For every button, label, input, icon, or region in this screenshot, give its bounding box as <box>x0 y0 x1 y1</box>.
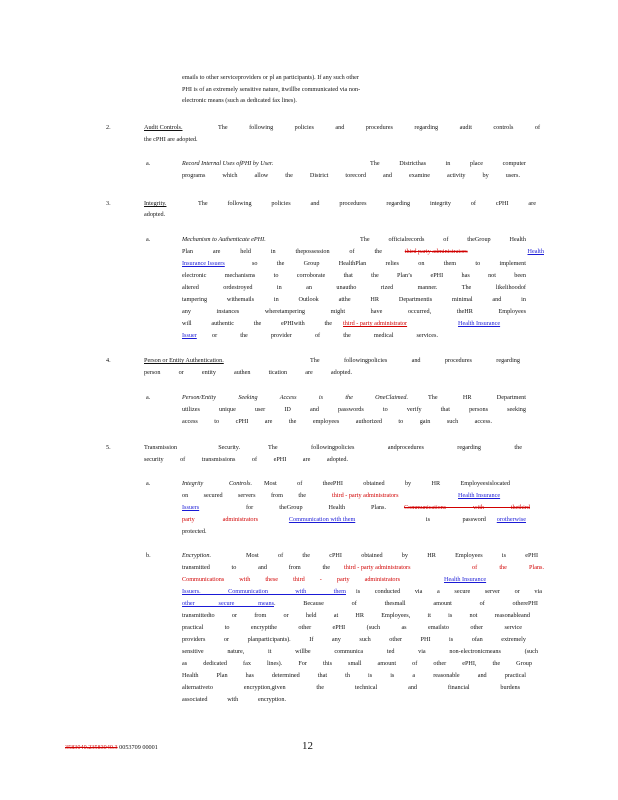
text-run: protected. <box>182 528 207 535</box>
text-line <box>182 504 530 512</box>
text-run: The following policies and procedures regarding audit controls of <box>218 124 540 131</box>
text-run: alternativeto encryption,given the technical and financial burdens <box>182 684 520 691</box>
text-line <box>182 552 538 560</box>
text-line <box>182 564 544 572</box>
text-run: Health Plan has determined that th is is a reasonable and practical <box>182 672 526 679</box>
text-run: The Districthas in place computer <box>370 160 526 167</box>
inserted-text: Health Insurance <box>458 320 501 327</box>
deleted-text: Communications with thethird <box>404 504 530 511</box>
text-line <box>182 320 542 328</box>
text-run: access to cPHI are the employees authorized to gain such access. <box>182 418 492 425</box>
text-line <box>182 624 522 632</box>
text-line <box>182 332 438 340</box>
text-run: the cPHI are adopted. <box>144 136 198 143</box>
page-number: 12 <box>302 740 313 752</box>
text-run: programs which allow the District torecord and examine activity by users. <box>182 172 520 179</box>
section-number: 4. <box>106 357 111 364</box>
inserted-text: Issuer <box>182 332 197 339</box>
text-run: adopted. <box>144 211 166 218</box>
text-run: The followingpolicies and procedures regarding <box>310 357 520 364</box>
text-run: tampering withemails in Outlook atthe HR Departmentis minimal and in <box>182 296 526 303</box>
subsection-title: Mechanism to Authenticate ePHI. <box>182 236 266 243</box>
inserted-text: Issuers <box>182 504 200 511</box>
inserted-text: Health Insurance <box>444 576 487 583</box>
inserted-text: Insurance Issuers <box>182 260 225 267</box>
inserted-text: third - party administrator <box>343 320 408 327</box>
text-run: The followingpolicies andprocedures regarding the <box>268 444 522 451</box>
inserted-text: orotherwise <box>496 516 526 523</box>
text-line <box>144 124 540 132</box>
text-line <box>182 588 542 596</box>
subsection-label: b. <box>146 552 151 559</box>
text-line <box>182 172 520 180</box>
text-run: or the provider of the medical services. <box>212 332 438 339</box>
subsection-label: a. <box>146 160 151 167</box>
subsection-title: Integrity Controls. <box>182 480 252 487</box>
text-line <box>144 211 174 219</box>
text-run: will authentic the ePHIwith the <box>182 320 332 327</box>
text-line <box>182 480 510 488</box>
text-run: . Because of thesmall amount of otherePHI <box>274 600 538 607</box>
text-line <box>182 248 544 256</box>
text-run: Plan are held in thepossession of the <box>182 248 382 255</box>
inserted-text: Communication with them <box>288 516 356 523</box>
subsection-label: a. <box>146 236 151 243</box>
subsection-title: Record Internal Uses ofPHI by User. <box>182 160 274 167</box>
text-line <box>182 86 520 94</box>
text-line <box>182 528 222 536</box>
text-line <box>182 74 538 82</box>
text-line <box>144 357 520 365</box>
text-run: sensitive nature, it willbe communica ted via non-electronicmeans (such <box>182 648 538 655</box>
text-line <box>144 136 252 144</box>
text-run: The following policies and procedures regarding integrity of cPHI are <box>198 200 536 207</box>
section-title: Integrity. <box>144 200 167 207</box>
text-run: transmitted to and from the <box>182 564 330 571</box>
text-line <box>182 636 526 644</box>
text-line <box>144 369 352 377</box>
text-line <box>182 394 526 402</box>
text-line <box>182 576 536 584</box>
text-line <box>182 696 286 704</box>
text-run: emails to other serviceproviders or pl an participants). If any such other <box>182 74 359 81</box>
section-number: 5. <box>106 444 111 451</box>
text-line <box>182 492 546 500</box>
text-run: Most of the cPHI obtained by HR Employees is ePHI <box>246 552 538 559</box>
text-line <box>182 660 532 668</box>
text-run: transmittedto or from or held at HR Employees, it is not reasonableand <box>182 612 530 619</box>
text-line <box>182 97 408 105</box>
text-run: electronic mechanisms to corroborate that the Plan’s ePHI has not been <box>182 272 526 279</box>
text-line <box>182 672 526 680</box>
text-run: altered ordestroyed in an unautho rized manner. The likelihoodof <box>182 284 526 291</box>
text-run: practical to encryptthe other ePHI (such as emailsto other service <box>182 624 522 631</box>
text-line <box>182 516 526 524</box>
subsection-title: Encryption. <box>182 552 212 559</box>
text-run: person or entity authen tication are adopted. <box>144 369 352 376</box>
text-run: providers or planparticipants). If any such other PHI is ofan extremely <box>182 636 526 643</box>
text-line <box>182 260 526 268</box>
text-run: is conducted via a secure server or via <box>356 588 542 595</box>
inserted-text: Health Insurance <box>458 492 501 499</box>
text-run: for theGroup Health Plans. <box>246 504 386 511</box>
text-line <box>144 444 522 452</box>
text-line <box>182 236 526 244</box>
text-line <box>182 272 526 280</box>
inserted-text: third - party administrators <box>332 492 399 499</box>
section-title: Audit Controls. <box>144 124 183 131</box>
document-id-rest: 0053709 00001 <box>119 744 158 751</box>
deleted-text: party administrators <box>182 516 258 523</box>
text-line <box>182 160 526 168</box>
text-run: utilizes unique user ID and passwords to verify that persons seeking <box>182 406 526 413</box>
inserted-text: other secure means <box>182 600 274 607</box>
subsection-title: Person/Entity Seeking Access is the OneClaimed. <box>182 394 408 401</box>
document-id-deleted: 3583040.23583040.3 <box>65 744 118 751</box>
text-run: Most of theePHI obtained by HR Employeesislocated <box>264 480 510 487</box>
text-run: PHI is of an extremely sensitive nature, itwillbe communicated via non- <box>182 86 361 93</box>
text-run: The HR Department <box>428 394 526 401</box>
text-line <box>182 648 538 656</box>
text-line <box>182 296 526 304</box>
text-line <box>182 684 520 692</box>
text-run: so the Group HealthPlan relies on them to implement <box>252 260 526 267</box>
text-run: associated with encryption. <box>182 696 286 703</box>
text-run: on secured servers from the <box>182 492 306 499</box>
section-number: 3. <box>106 200 111 207</box>
text-line <box>144 200 536 208</box>
subsection-label: a. <box>146 480 151 487</box>
text-line <box>182 418 492 426</box>
inserted-text: Issuers. Communication with them <box>182 588 346 595</box>
deleted-text: third party administrators <box>404 248 468 255</box>
text-run: any instances wheretampering might have occurred, theHR Employees <box>182 308 526 315</box>
section-title: Transmission Security. <box>144 444 240 451</box>
inserted-text: Health <box>527 248 544 255</box>
inserted-text: third - party administrators <box>344 564 411 571</box>
text-line <box>182 600 538 608</box>
document-id <box>65 744 158 752</box>
text-line <box>144 456 348 464</box>
text-run: is password <box>425 516 486 523</box>
text-run: electronic means (such as dedicated fax lines). <box>182 97 297 104</box>
section-title: Person or Entity Authentication. <box>144 357 224 364</box>
inserted-text: of the Plans. <box>472 564 544 571</box>
text-line <box>182 612 530 620</box>
subsection-label: a. <box>146 394 151 401</box>
inserted-text: Communications with these third - party administrators <box>182 576 400 583</box>
text-run: as dedicated fax lines). For this small amount of other ePHI, the Group <box>182 660 532 667</box>
text-run: security of transmissions of ePHI are adopted. <box>144 456 348 463</box>
text-run: The officialrecords of theGroup Health <box>360 236 526 243</box>
text-line <box>182 284 526 292</box>
text-line <box>182 406 526 414</box>
text-line <box>182 308 526 316</box>
section-number: 2. <box>106 124 111 131</box>
